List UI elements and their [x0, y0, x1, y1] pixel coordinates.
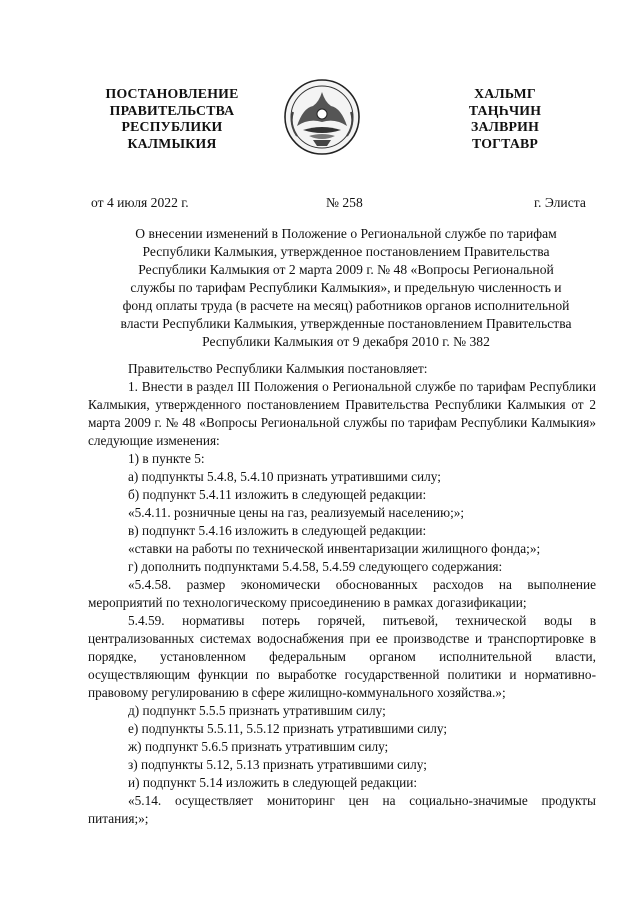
document-date: от 4 июля 2022 г. — [91, 195, 189, 210]
paragraph: 5.4.59. нормативы потерь горячей, питьевой, технической воды в централизованных системах водоснабжения при ее производстве и транспортировке в порядке, установленном федеральным органом исполнительной власти, осуществляющим функции по выработке государственной политики и нормативно-правовому регулированию в сфере жилищно-коммунального хозяйства.»; — [88, 613, 596, 700]
header-left-line: ПРАВИТЕЛЬСТВА — [109, 102, 235, 118]
title-line: фонд оплаты труда (в расчете на месяц) работников органов исполнительной — [122, 298, 570, 313]
paragraph: д) подпункт 5.5.5 признать утратившим силу; — [128, 703, 386, 718]
coat-of-arms-icon — [283, 78, 361, 156]
title-line: Республики Калмыкия от 2 марта 2009 г. № 48 «Вопросы Региональной — [138, 262, 554, 277]
document-title — [96, 225, 596, 351]
paragraph: 1. Внести в раздел III Положения о Региональной службе по тарифам Республики Калмыкия, утвержденного постановлением Правительства Республики Калмыкия от 2 марта 2009 г. № 48 «Вопросы Региональной службы по тарифам Республики Калмыкия» следующие изменения: — [88, 379, 596, 448]
title-line: Республики Калмыкия от 9 декабря 2010 г. № 382 — [202, 334, 490, 349]
paragraph: и) подпункт 5.14 изложить в следующей редакции: — [128, 775, 418, 790]
header-right-line: ТОГТАВР — [471, 135, 539, 151]
paragraph: з) подпункты 5.12, 5.13 признать утратившими силу; — [128, 757, 427, 772]
header-left-line: ПОСТАНОВЛЕНИЕ — [105, 86, 239, 101]
header-right-kalmyk — [455, 86, 555, 152]
document-city: г. Элиста — [534, 195, 586, 210]
header-right-line: ТАҢҺЧИН — [468, 102, 542, 118]
document-number: № 258 — [326, 195, 363, 210]
paragraph: «5.14. осуществляет мониторинг цен на социально-значимые продукты питания;»; — [88, 793, 596, 826]
header-left-line: КАЛМЫКИЯ — [127, 135, 217, 151]
paragraph: 1) в пункте 5: — [128, 451, 205, 466]
paragraph: Правительство Республики Калмыкия постановляет: — [128, 361, 428, 376]
paragraph: «5.4.58. размер экономически обоснованных расходов на выполнение мероприятий по технологическому присоединению в рамках догазификации; — [88, 577, 596, 610]
paragraph: «5.4.11. розничные цены на газ, реализуемый населению;»; — [128, 505, 465, 520]
header-left-line: РЕСПУБЛИКИ — [121, 119, 223, 134]
title-line: О внесении изменений в Положение о Региональной службе по тарифам — [135, 226, 557, 241]
title-line: власти Республики Калмыкия, утвержденные постановлением Правительства — [120, 316, 572, 331]
title-line: службы по тарифам Республики Калмыкия», и предельную численность и — [130, 280, 562, 295]
title-line: Республики Калмыкия, утвержденное постановлением Правительства — [142, 244, 550, 259]
paragraph: е) подпункты 5.5.11, 5.5.12 признать утратившими силу; — [128, 721, 448, 736]
paragraph: в) подпункт 5.4.16 изложить в следующей редакции: — [128, 523, 427, 538]
paragraph: б) подпункт 5.4.11 изложить в следующей редакции: — [128, 487, 427, 502]
document-body — [88, 360, 596, 828]
paragraph: г) дополнить подпунктами 5.4.58, 5.4.59 следующего содержания: — [128, 559, 503, 574]
header-right-line: ЗАЛВРИН — [470, 119, 540, 134]
paragraph: а) подпункты 5.4.8, 5.4.10 признать утратившими силу; — [128, 469, 441, 484]
paragraph: ж) подпункт 5.6.5 признать утратившим силу; — [128, 739, 389, 754]
header-left-russian — [92, 86, 252, 152]
paragraph: «ставки на работы по технической инвентаризации жилищного фонда;»; — [128, 541, 541, 556]
header-right-line: ХАЛЬМГ — [474, 86, 536, 101]
